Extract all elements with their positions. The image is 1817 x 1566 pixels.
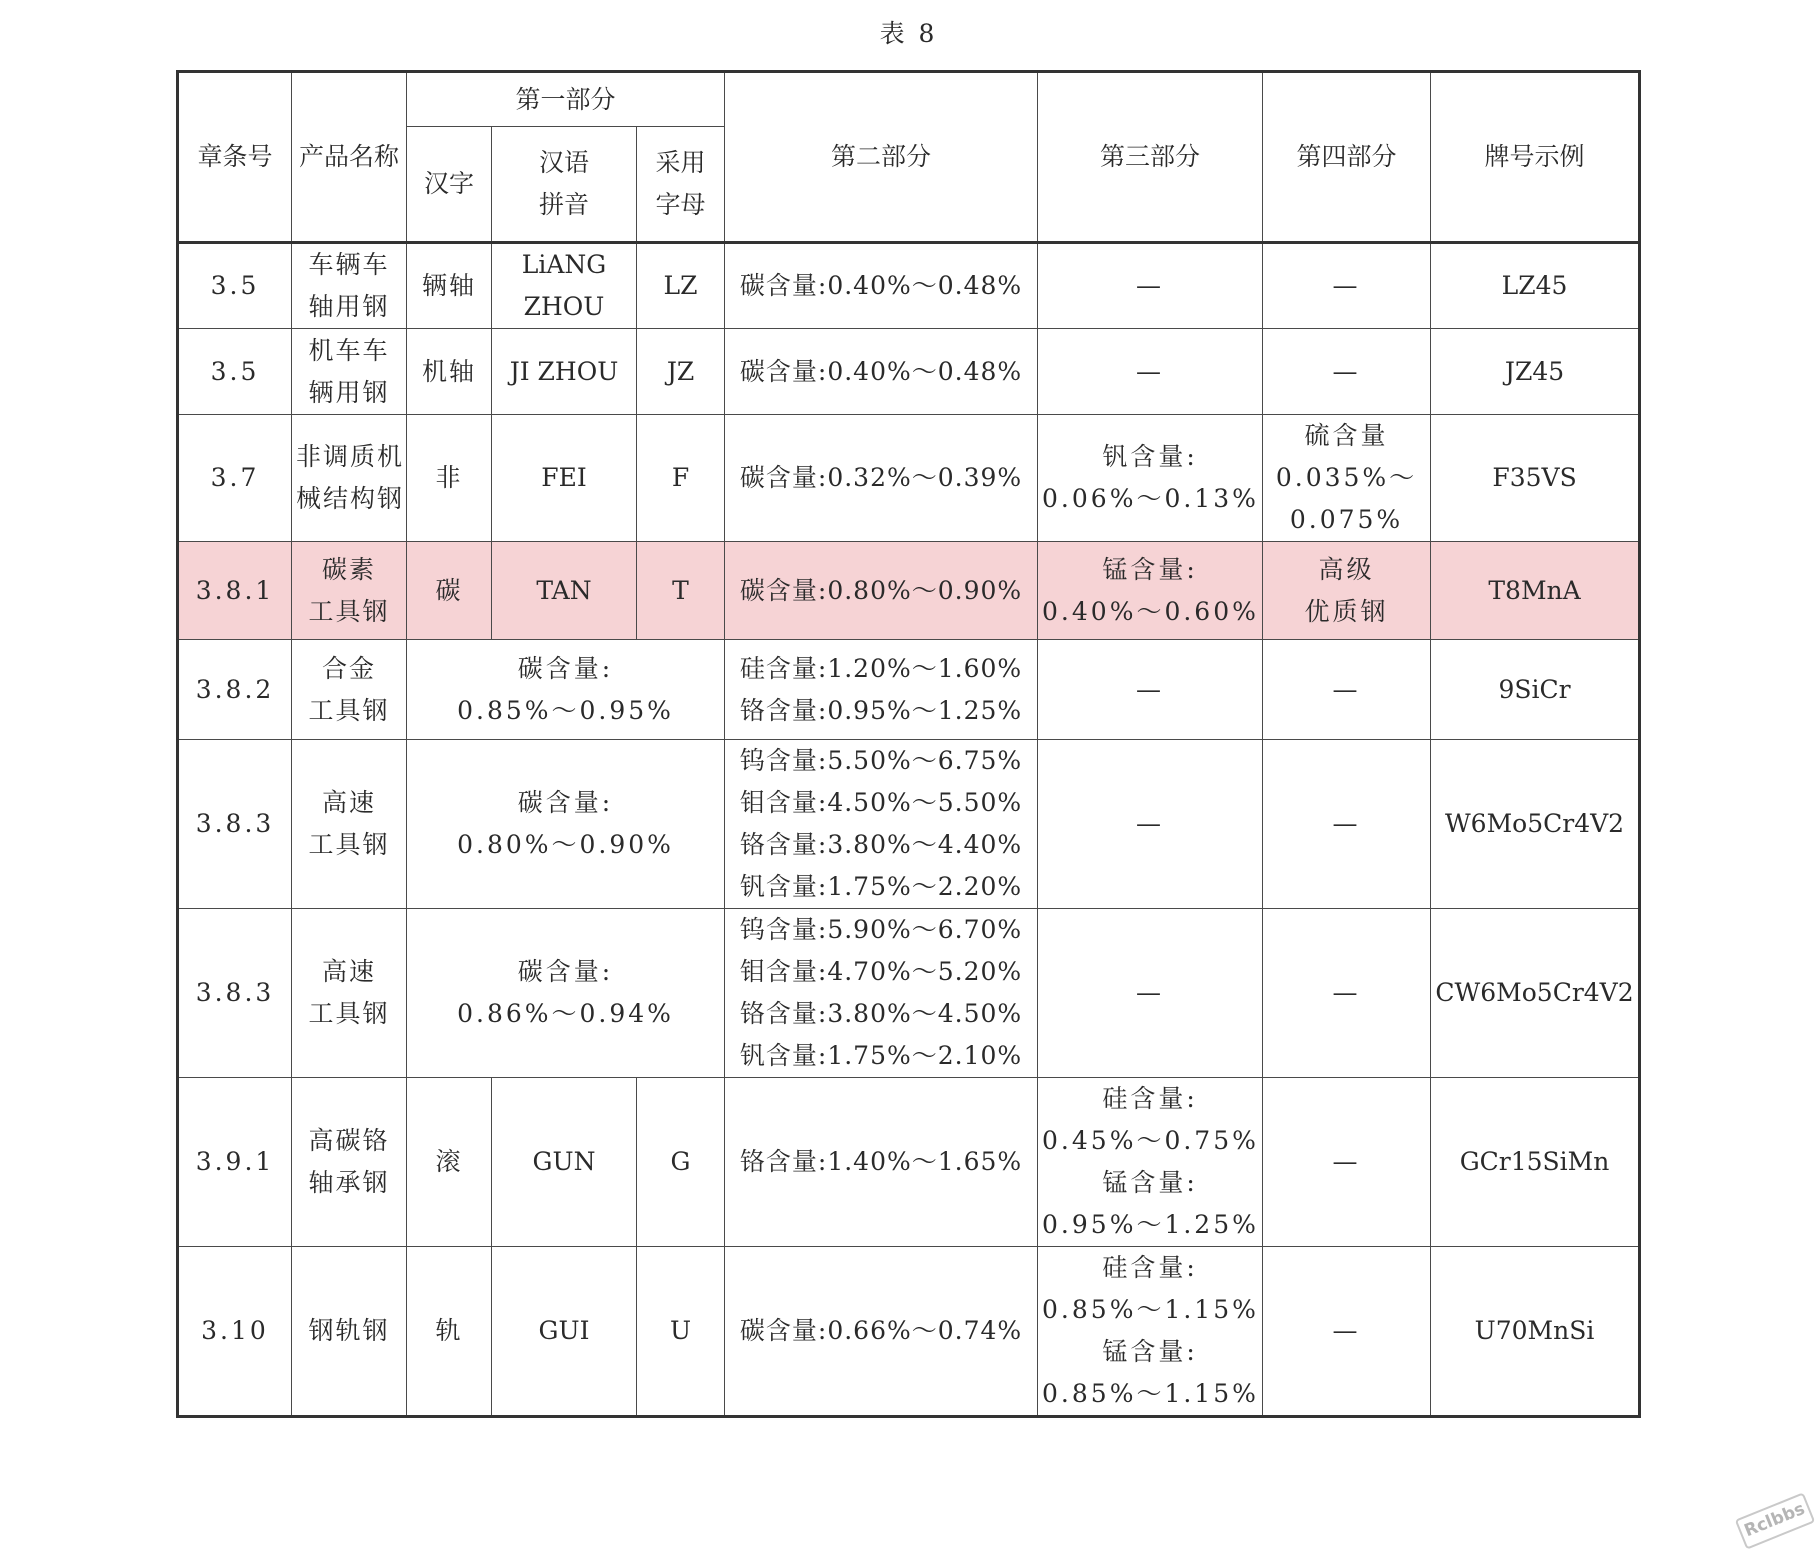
part1-merged-cell-line: 0.86%～0.94% — [457, 999, 674, 1028]
product-cell-line: 辆用钢 — [308, 377, 390, 407]
product-cell-line: 高速 — [321, 788, 376, 817]
section-cell: 3.5 — [178, 243, 292, 329]
part2-cell-line: 钨含量:5.50%～6.75% — [739, 746, 1023, 775]
part2-cell — [725, 740, 1038, 909]
hanzi-cell: 轨 — [407, 1247, 492, 1417]
header-section: 章条号 — [178, 72, 292, 243]
part4-cell: — — [1263, 740, 1431, 909]
product-cell — [292, 329, 407, 415]
part4-cell: — — [1263, 640, 1431, 740]
product-cell: 钢轨钢 — [292, 1247, 407, 1417]
section-cell: 3.7 — [178, 415, 292, 542]
example-cell: U70MnSi — [1431, 1247, 1640, 1417]
part2-cell-line: 钼含量:4.70%～5.20% — [739, 957, 1023, 986]
part4-cell-line: 硫含量 — [1304, 421, 1389, 450]
part2-cell-line: 硅含量:1.20%～1.60% — [739, 653, 1023, 683]
part3-cell — [1038, 1247, 1263, 1417]
part3-cell — [1038, 415, 1263, 542]
header-part4: 第四部分 — [1263, 72, 1431, 243]
product-cell — [292, 243, 407, 329]
hanzi-cell: 非 — [407, 415, 492, 542]
part3-cell-line: 0.06%～0.13% — [1042, 484, 1259, 513]
table-row — [178, 415, 1640, 542]
part4-cell-line: 高级 — [1318, 554, 1375, 584]
part2-cell-line: 钒含量:1.75%～2.20% — [739, 872, 1023, 901]
pinyin-cell-line: LiANG — [521, 250, 607, 279]
part2-cell: 铬含量:1.40%～1.65% — [725, 1078, 1038, 1247]
product-cell-line: 车辆车 — [308, 250, 390, 279]
example-cell: 9SiCr — [1431, 640, 1640, 740]
hanzi-cell: 滚 — [407, 1078, 492, 1247]
product-cell-line: 合金 — [321, 653, 376, 683]
part1-merged-cell-line: 碳含量: — [517, 788, 614, 817]
letter-cell: G — [637, 1078, 725, 1247]
product-cell-line: 碳素 — [321, 554, 376, 584]
product-cell-line: 工具钢 — [308, 695, 390, 725]
product-cell-line: 轴承钢 — [308, 1168, 390, 1197]
pinyin-cell: JI ZHOU — [492, 329, 637, 415]
example-cell: W6Mo5Cr4V2 — [1431, 740, 1640, 909]
header-part1-pinyin — [492, 127, 637, 243]
section-cell: 3.8.2 — [178, 640, 292, 740]
example-cell: CW6Mo5Cr4V2 — [1431, 909, 1640, 1078]
product-cell-line: 工具钢 — [308, 596, 390, 626]
header-part1: 第一部分 — [407, 72, 725, 127]
steel-grade-table — [176, 70, 1641, 1418]
table-row — [178, 542, 1640, 640]
product-cell-line: 工具钢 — [308, 999, 390, 1028]
part2-cell-line: 钒含量:1.75%～2.10% — [739, 1041, 1023, 1070]
header-product: 产品名称 — [292, 72, 407, 243]
part2-cell — [725, 909, 1038, 1078]
product-cell-line: 高速 — [321, 957, 376, 986]
part4-cell — [1263, 415, 1431, 542]
table-row — [178, 1247, 1640, 1417]
pinyin-cell: GUN — [492, 1078, 637, 1247]
section-cell: 3.8.3 — [178, 909, 292, 1078]
header-letter-line: 字母 — [655, 190, 706, 219]
part3-cell-line: 锰含量: — [1102, 554, 1198, 584]
part3-cell-line: 0.40%～0.60% — [1042, 596, 1259, 626]
header-part3: 第三部分 — [1038, 72, 1263, 243]
part3-cell: — — [1038, 740, 1263, 909]
product-cell — [292, 415, 407, 542]
part2-cell: 碳含量:0.66%～0.74% — [725, 1247, 1038, 1417]
part4-cell-line: 0.035%～ — [1275, 463, 1418, 492]
section-cell: 3.10 — [178, 1247, 292, 1417]
product-cell-line: 高碳铬 — [308, 1126, 390, 1155]
part1-merged-cell — [407, 740, 725, 909]
part2-cell-line: 铬含量:0.95%～1.25% — [739, 695, 1023, 725]
product-cell — [292, 640, 407, 740]
part3-cell-line: 0.45%～0.75% — [1042, 1126, 1259, 1155]
example-cell: JZ45 — [1431, 329, 1640, 415]
part1-merged-cell — [407, 909, 725, 1078]
section-cell: 3.5 — [178, 329, 292, 415]
part1-merged-cell — [407, 640, 725, 740]
part4-cell-line: 0.075% — [1289, 505, 1404, 534]
example-cell: LZ45 — [1431, 243, 1640, 329]
pinyin-cell: FEI — [492, 415, 637, 542]
hanzi-cell: 碳 — [407, 542, 492, 640]
part4-cell: — — [1263, 909, 1431, 1078]
pinyin-cell — [492, 243, 637, 329]
table-header — [178, 72, 1640, 243]
part3-cell — [1038, 1078, 1263, 1247]
part2-cell: 碳含量:0.40%～0.48% — [725, 243, 1038, 329]
pinyin-cell: TAN — [492, 542, 637, 640]
part3-cell: — — [1038, 243, 1263, 329]
letter-cell: LZ — [637, 243, 725, 329]
part3-cell-line: 锰含量: — [1102, 1168, 1198, 1197]
part3-cell-line: 0.85%～1.15% — [1042, 1295, 1259, 1324]
part3-cell-line: 硅含量: — [1102, 1253, 1198, 1282]
part1-merged-cell-line: 碳含量: — [517, 653, 614, 683]
table-row — [178, 909, 1640, 1078]
header-pinyin-line: 汉语 — [538, 148, 589, 177]
product-cell-line: 轴用钢 — [308, 292, 390, 321]
pinyin-cell: GUI — [492, 1247, 637, 1417]
header-part2: 第二部分 — [725, 72, 1038, 243]
part3-cell-line: 0.85%～1.15% — [1042, 1379, 1259, 1408]
part4-cell — [1263, 542, 1431, 640]
product-cell — [292, 542, 407, 640]
letter-cell: T — [637, 542, 725, 640]
letter-cell: JZ — [637, 329, 725, 415]
part3-cell: — — [1038, 329, 1263, 415]
part2-cell: 碳含量:0.40%～0.48% — [725, 329, 1038, 415]
part1-merged-cell-line: 0.80%～0.90% — [457, 830, 674, 859]
part3-cell: — — [1038, 640, 1263, 740]
part4-cell-line: 优质钢 — [1304, 596, 1389, 626]
section-cell: 3.8.1 — [178, 542, 292, 640]
part2-cell: 碳含量:0.80%～0.90% — [725, 542, 1038, 640]
part3-cell-line: 硅含量: — [1102, 1084, 1198, 1113]
header-part1-hanzi: 汉字 — [407, 127, 492, 243]
part2-cell-line: 铬含量:3.80%～4.40% — [739, 830, 1023, 859]
part4-cell: — — [1263, 243, 1431, 329]
section-cell: 3.8.3 — [178, 740, 292, 909]
hanzi-cell: 机轴 — [407, 329, 492, 415]
letter-cell: F — [637, 415, 725, 542]
table-row — [178, 329, 1640, 415]
section-cell: 3.9.1 — [178, 1078, 292, 1247]
table-row — [178, 740, 1640, 909]
part3-cell — [1038, 542, 1263, 640]
product-cell-line: 械结构钢 — [296, 484, 405, 513]
part2-cell — [725, 640, 1038, 740]
part3-cell-line: 锰含量: — [1102, 1337, 1198, 1366]
header-pinyin-line: 拼音 — [538, 190, 589, 219]
letter-cell: U — [637, 1247, 725, 1417]
part2-cell: 碳含量:0.32%～0.39% — [725, 415, 1038, 542]
table-title: 表 8 — [879, 19, 938, 48]
product-cell — [292, 1078, 407, 1247]
part3-cell-line: 钒含量: — [1102, 442, 1198, 471]
part4-cell: — — [1263, 329, 1431, 415]
product-cell-line: 非调质机 — [296, 442, 405, 471]
part3-cell: — — [1038, 909, 1263, 1078]
table-row — [178, 1078, 1640, 1247]
part4-cell: — — [1263, 1078, 1431, 1247]
product-cell — [292, 740, 407, 909]
hanzi-cell: 辆轴 — [407, 243, 492, 329]
watermark-stamp: Rclbbs — [1735, 1492, 1816, 1549]
part2-cell-line: 钨含量:5.90%～6.70% — [739, 915, 1023, 944]
pinyin-cell-line: ZHOU — [523, 292, 605, 321]
header-letter-line: 采用 — [655, 148, 706, 177]
example-cell: T8MnA — [1431, 542, 1640, 640]
part1-merged-cell-line: 0.85%～0.95% — [457, 695, 674, 725]
table-row — [178, 243, 1640, 329]
part3-cell-line: 0.95%～1.25% — [1042, 1210, 1259, 1239]
product-cell-line: 工具钢 — [308, 830, 390, 859]
product-cell-line: 机车车 — [308, 335, 390, 365]
part4-cell: — — [1263, 1247, 1431, 1417]
header-example: 牌号示例 — [1431, 72, 1640, 243]
example-cell: F35VS — [1431, 415, 1640, 542]
table-row — [178, 640, 1640, 740]
example-cell: GCr15SiMn — [1431, 1078, 1640, 1247]
part2-cell-line: 钼含量:4.50%～5.50% — [739, 788, 1023, 817]
part1-merged-cell-line: 碳含量: — [517, 957, 614, 986]
table-body — [178, 243, 1640, 1417]
header-part1-letter — [637, 127, 725, 243]
part2-cell-line: 铬含量:3.80%～4.50% — [739, 999, 1023, 1028]
product-cell — [292, 909, 407, 1078]
